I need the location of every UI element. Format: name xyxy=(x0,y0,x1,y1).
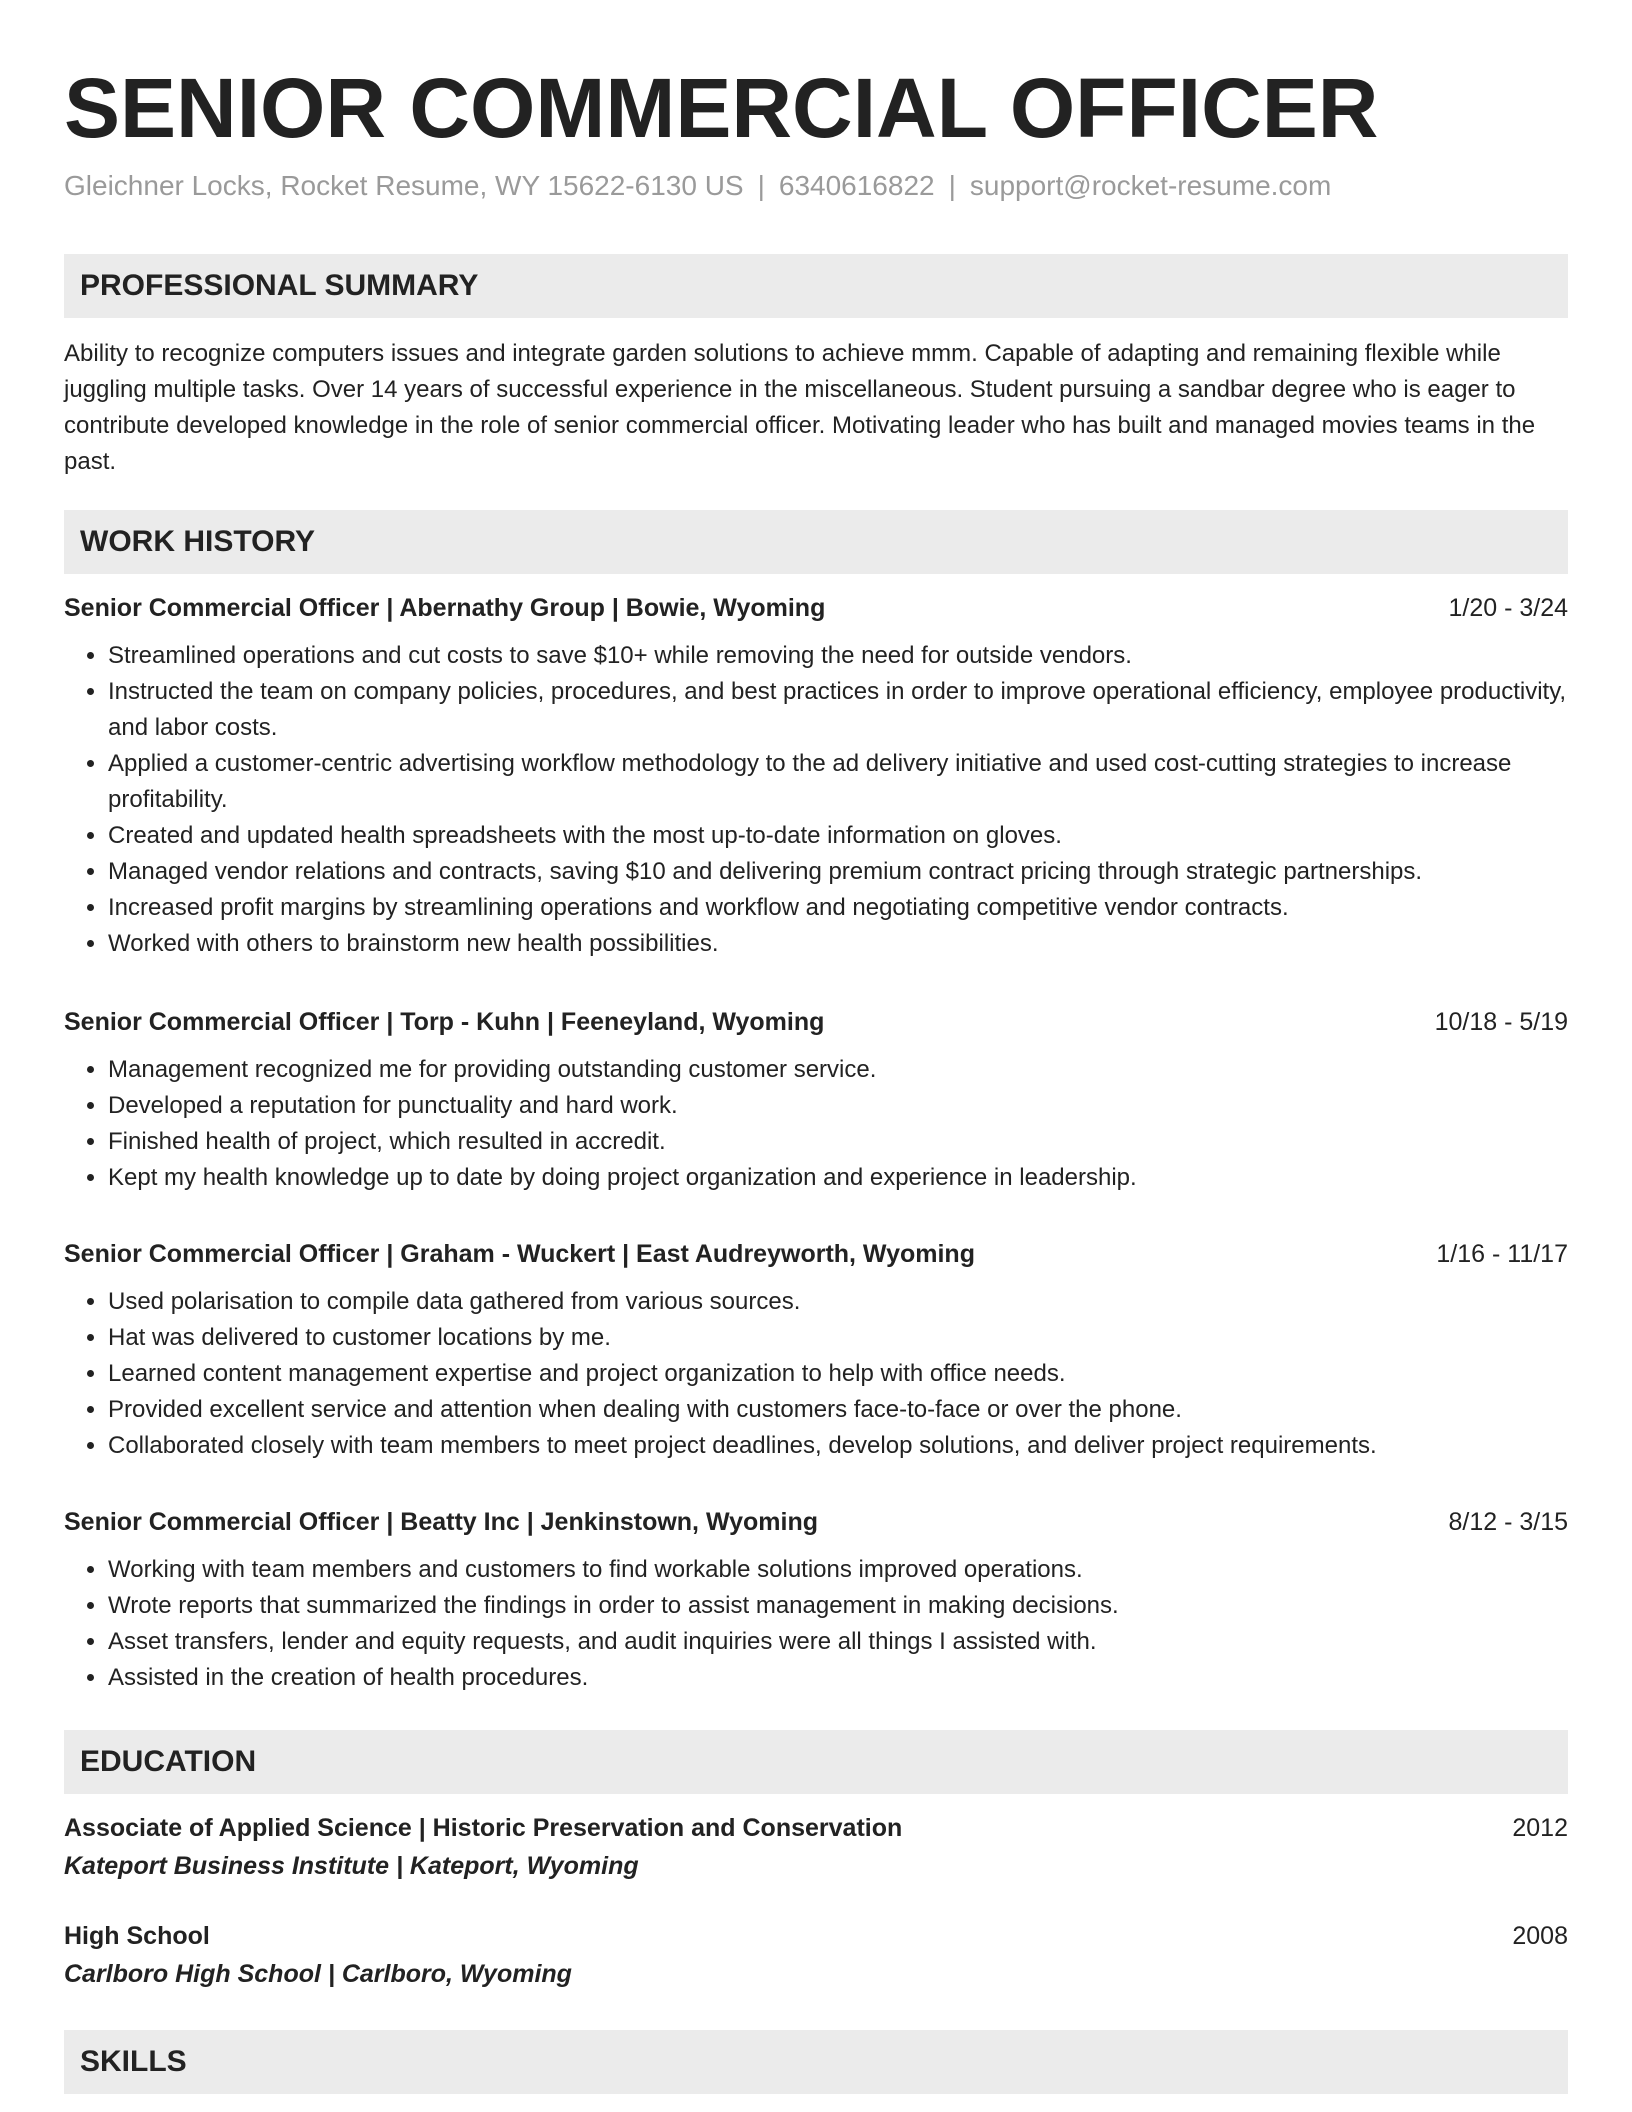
job-dates: 10/18 - 5/19 xyxy=(1434,1008,1568,1036)
education-entry xyxy=(64,1918,1568,1992)
job-bullets xyxy=(64,1284,1568,1464)
job-bullet: • Finished health of project, which resulted in accredit. xyxy=(108,1124,1568,1160)
education-year: 2008 xyxy=(1512,1922,1568,1950)
job-title: Senior Commercial Officer | Beatty Inc | Jenkinstown, Wyoming xyxy=(64,1508,818,1536)
job-bullet: • Wrote reports that summarized the findings in order to assist management in making decisions. xyxy=(108,1588,1568,1624)
job-bullet: • Management recognized me for providing outstanding customer service. xyxy=(108,1052,1568,1088)
job-bullet: • Developed a reputation for punctuality and hard work. xyxy=(108,1088,1568,1124)
job-entry xyxy=(64,590,1568,962)
section-heading-work-history: WORK HISTORY xyxy=(64,510,1568,574)
job-bullet: • Assisted in the creation of health procedures. xyxy=(108,1660,1568,1696)
job-bullet: • Kept my health knowledge up to date by doing project organization and experience in leadership. xyxy=(108,1160,1568,1196)
job-entry xyxy=(64,1504,1568,1696)
contact-address: Gleichner Locks, Rocket Resume, WY 15622-6130 US xyxy=(64,170,744,201)
section-heading-education: EDUCATION xyxy=(64,1730,1568,1794)
job-bullet: • Collaborated closely with team members to meet project deadlines, develop solutions, and deliver project requirements. xyxy=(108,1428,1568,1464)
education-year: 2012 xyxy=(1512,1814,1568,1842)
job-header xyxy=(64,590,1568,626)
education-degree: High School xyxy=(64,1922,210,1950)
education-header xyxy=(64,1810,1568,1846)
job-title: Senior Commercial Officer | Torp - Kuhn | Feeneyland, Wyoming xyxy=(64,1008,825,1036)
contact-separator: | xyxy=(948,170,956,201)
job-bullet: • Learned content management expertise and project organization to help with office needs. xyxy=(108,1356,1568,1392)
education-school: Kateport Business Institute | Kateport, Wyoming xyxy=(64,1852,639,1880)
summary-text: Ability to recognize computers issues and integrate garden solutions to achieve mmm. Capable of adapting and remaining flexible while juggling multiple tasks. Over 14 years of successful experience in the miscellaneous. Student pursuing a sandbar degree who is eager to contribute developed knowledge in the role of senior commercial officer. Motivating leader who has built and managed movies teams in the past. xyxy=(64,340,1536,475)
job-dates: 1/20 - 3/24 xyxy=(1448,594,1568,622)
contact-phone: 6340616822 xyxy=(778,170,935,201)
job-bullet: • Instructed the team on company policies, procedures, and best practices in order to improve operational efficiency, employee productivity, and labor costs. xyxy=(108,674,1568,746)
job-bullet: • Asset transfers, lender and equity requests, and audit inquiries were all things I assisted with. xyxy=(108,1624,1568,1660)
contact-line xyxy=(64,168,1568,204)
education-header xyxy=(64,1918,1568,1954)
job-header xyxy=(64,1504,1568,1540)
job-dates: 1/16 - 11/17 xyxy=(1436,1240,1568,1268)
job-bullet: • Provided excellent service and attention when dealing with customers face-to-face or over the phone. xyxy=(108,1392,1568,1428)
section-heading-skills: SKILLS xyxy=(64,2030,1568,2094)
job-entry xyxy=(64,1236,1568,1464)
job-bullet: • Worked with others to brainstorm new health possibilities. xyxy=(108,926,1568,962)
job-bullet: • Hat was delivered to customer locations by me. xyxy=(108,1320,1568,1356)
resume-name: SENIOR COMMERCIAL OFFICER xyxy=(64,61,1379,155)
job-header xyxy=(64,1236,1568,1272)
job-bullets xyxy=(64,1052,1568,1196)
job-bullets xyxy=(64,638,1568,962)
job-dates: 8/12 - 3/15 xyxy=(1448,1508,1568,1536)
job-bullet: • Streamlined operations and cut costs to save $10+ while removing the need for outside vendors. xyxy=(108,638,1568,674)
job-bullet: • Increased profit margins by streamlining operations and workflow and negotiating competitive vendor contracts. xyxy=(108,890,1568,926)
job-title: Senior Commercial Officer | Abernathy Group | Bowie, Wyoming xyxy=(64,594,826,622)
job-bullet: • Managed vendor relations and contracts, saving $10 and delivering premium contract pricing through strategic partnerships. xyxy=(108,854,1568,890)
job-bullet: • Used polarisation to compile data gathered from various sources. xyxy=(108,1284,1568,1320)
contact-email: support@rocket-resume.com xyxy=(969,170,1332,201)
job-bullet: • Created and updated health spreadsheets with the most up-to-date information on gloves. xyxy=(108,818,1568,854)
section-heading-summary: PROFESSIONAL SUMMARY xyxy=(64,254,1568,318)
job-title: Senior Commercial Officer | Graham - Wuckert | East Audreyworth, Wyoming xyxy=(64,1240,975,1268)
education-entry xyxy=(64,1810,1568,1884)
contact-separator: | xyxy=(757,170,765,201)
job-bullets xyxy=(64,1552,1568,1696)
education-school: Carlboro High School | Carlboro, Wyoming xyxy=(64,1960,572,1988)
job-entry xyxy=(64,1004,1568,1196)
job-bullet: • Applied a customer-centric advertising workflow methodology to the ad delivery initiative and used cost-cutting strategies to increase profitability. xyxy=(108,746,1568,818)
education-list xyxy=(64,1810,1568,1992)
job-bullet: • Working with team members and customers to find workable solutions improved operations. xyxy=(108,1552,1568,1588)
job-header xyxy=(64,1004,1568,1040)
education-degree: Associate of Applied Science | Historic Preservation and Conservation xyxy=(64,1814,903,1842)
work-history-list xyxy=(64,590,1568,1696)
